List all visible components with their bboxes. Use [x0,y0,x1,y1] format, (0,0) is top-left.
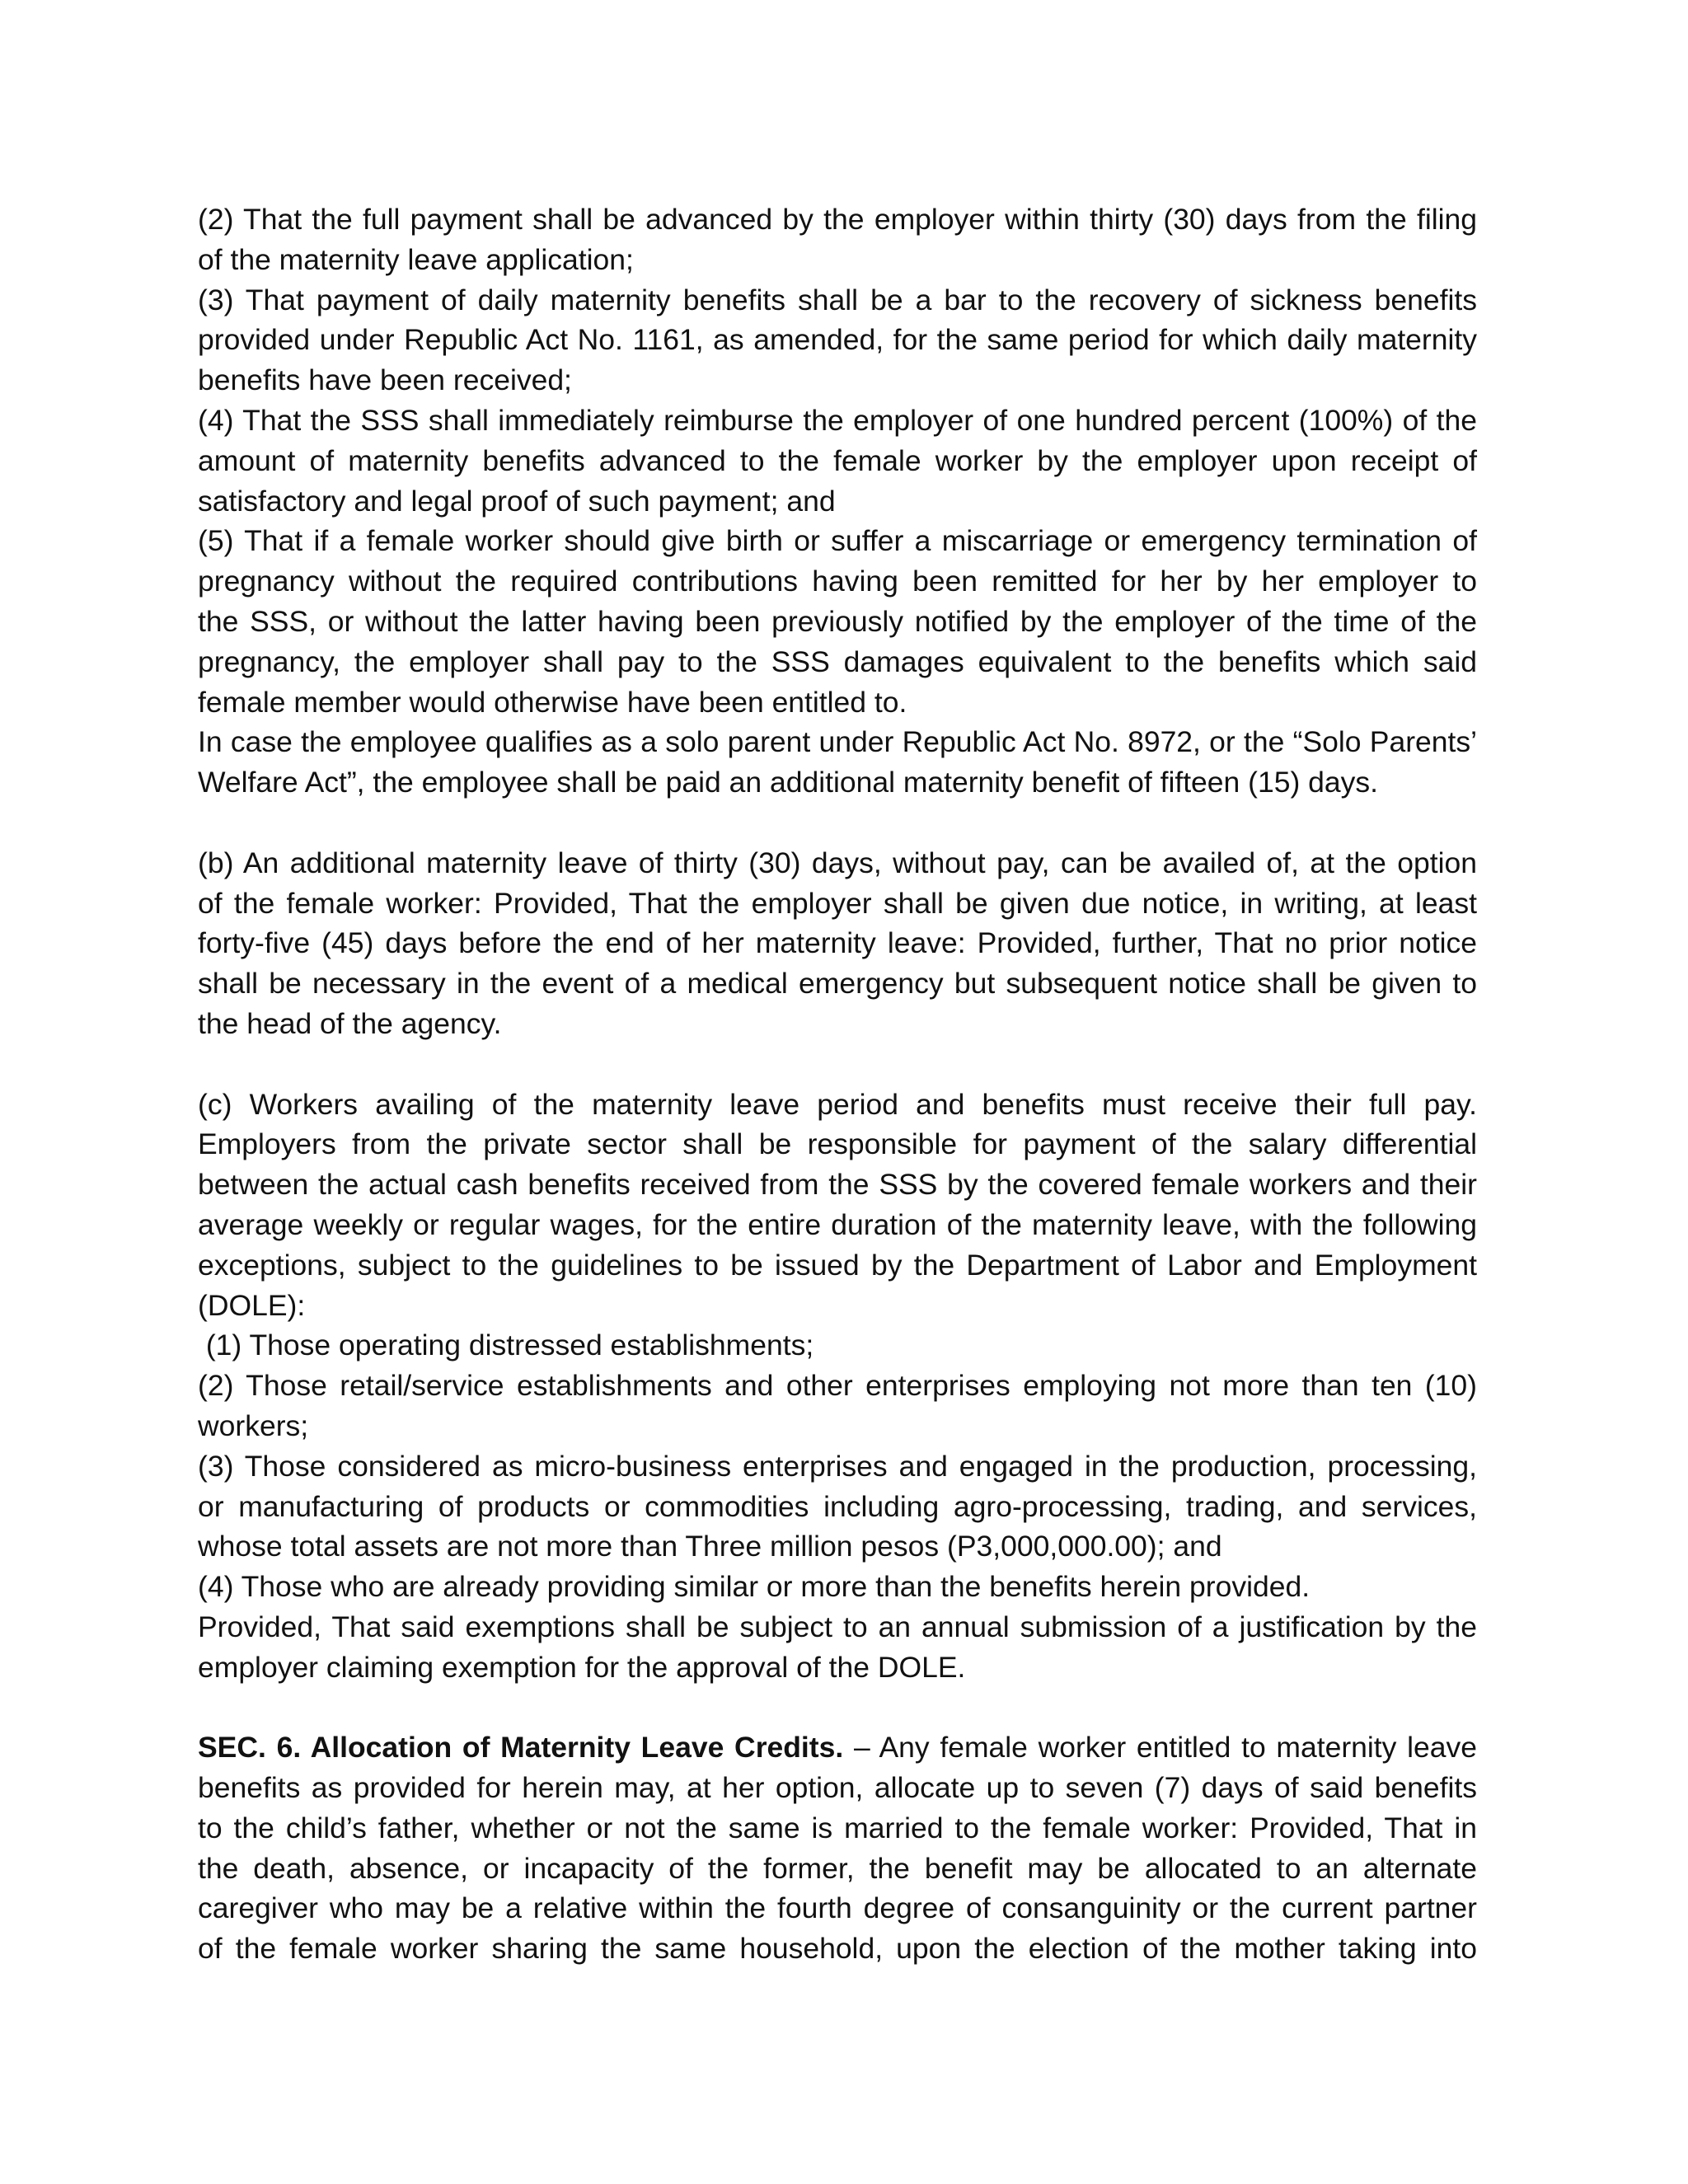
text-line: (4) Those who are already providing similar or more than the benefits herein provided. [198,1570,1311,1604]
text-line: (4) That the SSS shall immediately reimburse the employer of one hundred percent (100%) of the [198,403,1477,437]
text-line: or manufacturing of products or commodities including agro-processing, trading, and services, [198,1489,1477,1523]
section-heading: SEC. 6. Allocation of Maternity Leave Credits. [198,1731,844,1765]
text-line: (b) An additional maternity leave of thirty (30) days, without pay, can be availed of, at the option [198,846,1477,879]
text-line: In case the employee qualifies as a solo parent under Republic Act No. 8972, or the “Solo Parents’ [198,725,1477,759]
section-heading-line [198,1727,1477,1768]
text-line: of the female worker: Provided, That the employer shall be given due notice, in writing, at least [198,886,1477,920]
text-line: the SSS, or without the latter having been previously notified by the employer of the time of the [198,604,1477,638]
text-line: of the maternity leave application; [198,242,634,276]
text-line: benefits as provided for herein may, at her option, allocate up to seven (7) days of said benefits [198,1771,1477,1805]
text-line: (2) Those retail/service establishments and other enterprises employing not more than ten (10) [198,1369,1477,1403]
paragraph-gap [198,803,1477,843]
text-line: (c) Workers availing of the maternity leave period and benefits must receive their full pay. [198,1087,1477,1121]
text-line: provided under Republic Act No. 1161, as amended, for the same period for which daily maternity [198,323,1477,357]
text-line: Employers from the private sector shall be responsible for payment of the salary differential [198,1127,1477,1161]
text-line: Welfare Act”, the employee shall be paid an additional maternity benefit of fifteen (15) days. [198,766,1378,799]
text-line: of the female worker sharing the same household, upon the election of the mother taking into [198,1932,1477,1966]
text-line: between the actual cash benefits received from the SSS by the covered female workers and their [198,1168,1477,1202]
text-line: satisfactory and legal proof of such payment; and [198,484,836,518]
text-line: caregiver who may be a relative within the fourth degree of consanguinity or the current partner [198,1891,1477,1925]
text-line: pregnancy, the employer shall pay to the SSS damages equivalent to the benefits which said [198,644,1477,678]
text-line: employer claiming exemption for the approval of the DOLE. [198,1650,966,1684]
section-heading-rest: – Any female worker entitled to maternity leave [843,1731,1477,1765]
text-line: to the child’s father, whether or not the same is married to the female worker: Provided, That in [198,1811,1477,1844]
text-line: (2) That the full payment shall be advanced by the employer within thirty (30) days from the filing [198,203,1477,236]
text-line: amount of maternity benefits advanced to the female worker by the employer upon receipt of [198,443,1477,477]
paragraph-gap [198,1687,1477,1727]
text-line: shall be necessary in the event of a medical emergency but subsequent notice shall be given to [198,967,1477,1001]
text-line: exceptions, subject to the guidelines to be issued by the Department of Labor and Employment [198,1248,1477,1282]
text-line: average weekly or regular wages, for the entire duration of the maternity leave, with the following [198,1207,1477,1241]
text-line: workers; [198,1408,309,1442]
text-line: the head of the agency. [198,1006,502,1040]
text-line: female member would otherwise have been entitled to. [198,685,907,719]
text-line: (5) That if a female worker should give birth or suffer a miscarriage or emergency termination of [198,524,1477,558]
text-line: forty-five (45) days before the end of her maternity leave: Provided, further, That no prior notice [198,926,1477,960]
text-line: benefits have been received; [198,363,572,397]
text-line: Provided, That said exemptions shall be subject to an annual submission of a justification by the [198,1610,1477,1643]
text-line: (3) Those considered as micro-business enterprises and engaged in the production, processing, [198,1449,1477,1483]
text-line: the death, absence, or incapacity of the former, the benefit may be allocated to an alternate [198,1851,1477,1885]
text-line: (DOLE): [198,1288,306,1322]
text-line: pregnancy without the required contributions having been remitted for her by her employer to [198,565,1477,598]
document-page [198,199,1477,1969]
paragraph-gap [198,1044,1477,1085]
text-line: whose total assets are not more than Three million pesos (P3,000,000.00); and [198,1530,1222,1563]
text-line: (3) That payment of daily maternity benefits shall be a bar to the recovery of sickness benefits [198,283,1477,316]
text-line: (1) Those operating distressed establishments; [198,1329,814,1362]
